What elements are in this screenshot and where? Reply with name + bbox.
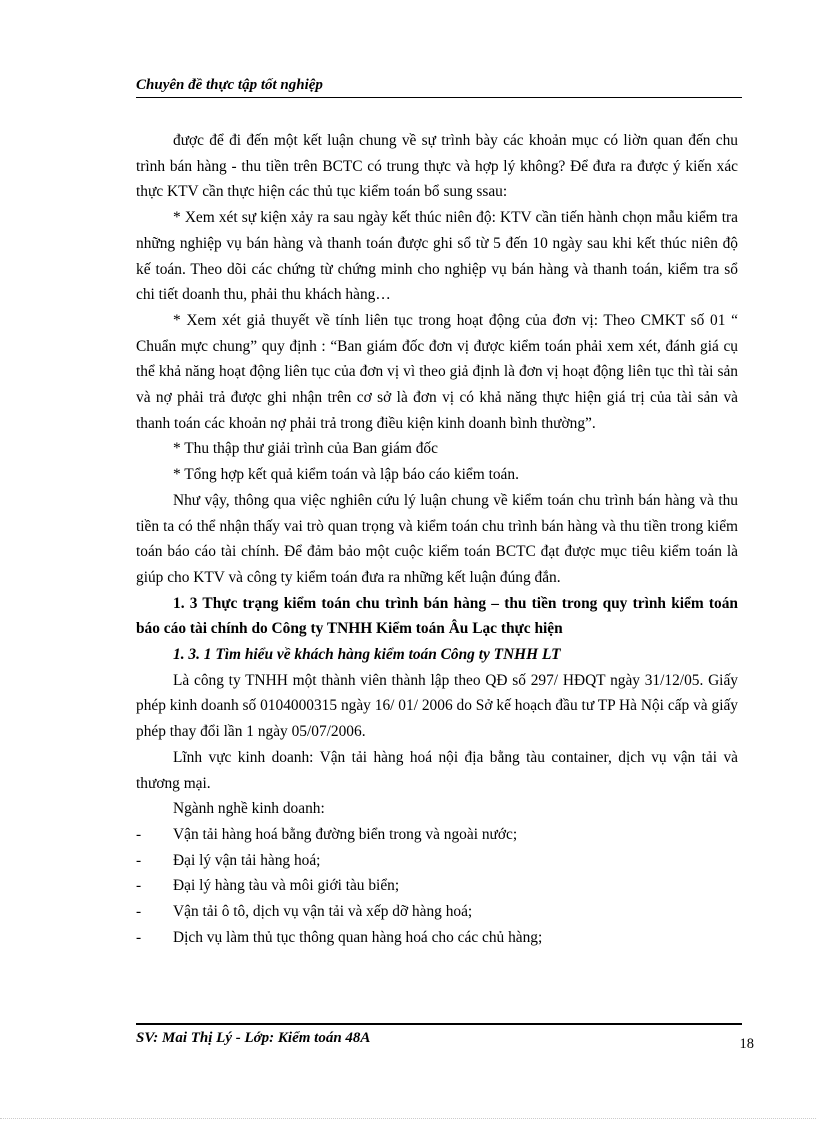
bullet-dash: - — [136, 825, 142, 843]
page-number: 18 — [739, 1036, 754, 1052]
list-item — [136, 822, 738, 848]
paragraph-3: * Xem xét giả thuyết về tính liên tục trong hoạt động của đơn vị: Theo CMKT số 01 “ Chuẩn mực chung” quy định : “Ban giám đốc đơn vị được kiểm toán phải xem xét, đánh giá cụ thể khả năng hoạt động liên tục của đơn vị vì theo giả định là đơn vị hoạt động liên tục thì tài sản và nợ phải trả được ghi nhận trên cơ sở là đơn vị có khả năng thực hiện giá trị của tài sản và thanh toán các khoản nợ phải trả trong điều kiện kinh doanh bình thường”. — [136, 311, 738, 432]
bullet-dash: - — [136, 928, 142, 946]
document-body — [136, 128, 738, 951]
list-item-text: Đại lý hàng tàu và môi giới tàu biển; — [173, 877, 400, 895]
list-item-text: Vận tải hàng hoá bằng đường biển trong và ngoài nước; — [173, 825, 518, 843]
list-item — [136, 848, 738, 874]
section-heading: 1. 3 Thực trạng kiểm toán chu trình bán hàng – thu tiền trong quy trình kiểm toán báo cáo tài chính do Công ty TNHH Kiểm toán Âu Lạc thực hiện — [136, 594, 738, 638]
paragraph-2: * Xem xét sự kiện xảy ra sau ngày kết thúc niên độ: KTV cần tiến hành chọn mẫu kiểm tra những nghiệp vụ bán hàng và thanh toán được ghi sổ từ 5 đến 10 ngày sau khi kết thúc niên độ kế toán. Theo dõi các chứng từ chứng minh cho nghiệp vụ bán hàng và thanh toán, kiểm tra sổ chi tiết doanh thu, phải thu khách hàng… — [136, 209, 738, 304]
paragraph-9: Ngành nghề kinh doanh: — [173, 800, 325, 818]
bullet-dash: - — [136, 877, 142, 895]
paragraph-6: Như vậy, thông qua việc nghiên cứu lý luận chung về kiểm toán chu trình bán hàng và thu tiền ta có thể nhận thấy vai trò quan trọng và kiểm toán chu trình bán hàng và thu tiền trong kiểm toán báo cáo tài chính. Để đảm bảo một cuộc kiểm toán BCTC đạt được mục tiêu kiểm toán là giúp cho KTV và công ty kiểm toán đưa ra những kết luận đúng đắn. — [136, 491, 738, 586]
subsection-heading: 1. 3. 1 Tìm hiểu về khách hàng kiểm toán Công ty TNHH LT — [173, 646, 561, 664]
list-item-text: Dịch vụ làm thủ tục thông quan hàng hoá cho các chủ hàng; — [173, 928, 543, 946]
list-item — [136, 925, 738, 951]
paragraph-4: * Thu thập thư giải trình của Ban giám đốc — [173, 440, 438, 458]
bullet-dash: - — [136, 851, 142, 869]
page-bottom-border — [0, 1118, 816, 1119]
list-item — [136, 899, 738, 925]
paragraph-1: được để đi đến một kết luận chung về sự trình bày các khoản mục có liờn quan đến chu trình bán hàng - thu tiền trên BCTC có trung thực và hợp lý không? Để đưa ra được ý kiến xác thực KTV cần thực hiện các thủ tục kiểm toán bổ sung ssau: — [136, 132, 738, 201]
list-item-text: Vận tải ô tô, dịch vụ vận tải và xếp dỡ hàng hoá; — [173, 903, 473, 921]
page-header-title: Chuyên đề thực tập tốt nghiệp — [136, 77, 323, 93]
list-item-text: Đại lý vận tải hàng hoá; — [173, 851, 321, 869]
list-item — [136, 873, 738, 899]
paragraph-7: Là công ty TNHH một thành viên thành lập theo QĐ số 297/ HĐQT ngày 31/12/05. Giấy phép kinh doanh số 0104000315 ngày 16/ 01/ 2006 do Sở kế hoạch đầu tư TP Hà Nội cấp và giấy phép thay đổi lần 1 ngày 05/07/2006. — [136, 671, 738, 741]
paragraph-5: * Tổng hợp kết quả kiểm toán và lập báo cáo kiểm toán. — [173, 466, 519, 484]
bullet-dash: - — [136, 903, 142, 921]
footer-student-info: SV: Mai Thị Lý - Lớp: Kiểm toán 48A — [136, 1030, 371, 1046]
paragraph-8: Lĩnh vực kinh doanh: Vận tải hàng hoá nội địa bằng tàu container, dịch vụ vận tải và thương mại. — [136, 748, 738, 792]
header-divider — [136, 97, 742, 98]
footer-divider — [136, 1023, 742, 1025]
